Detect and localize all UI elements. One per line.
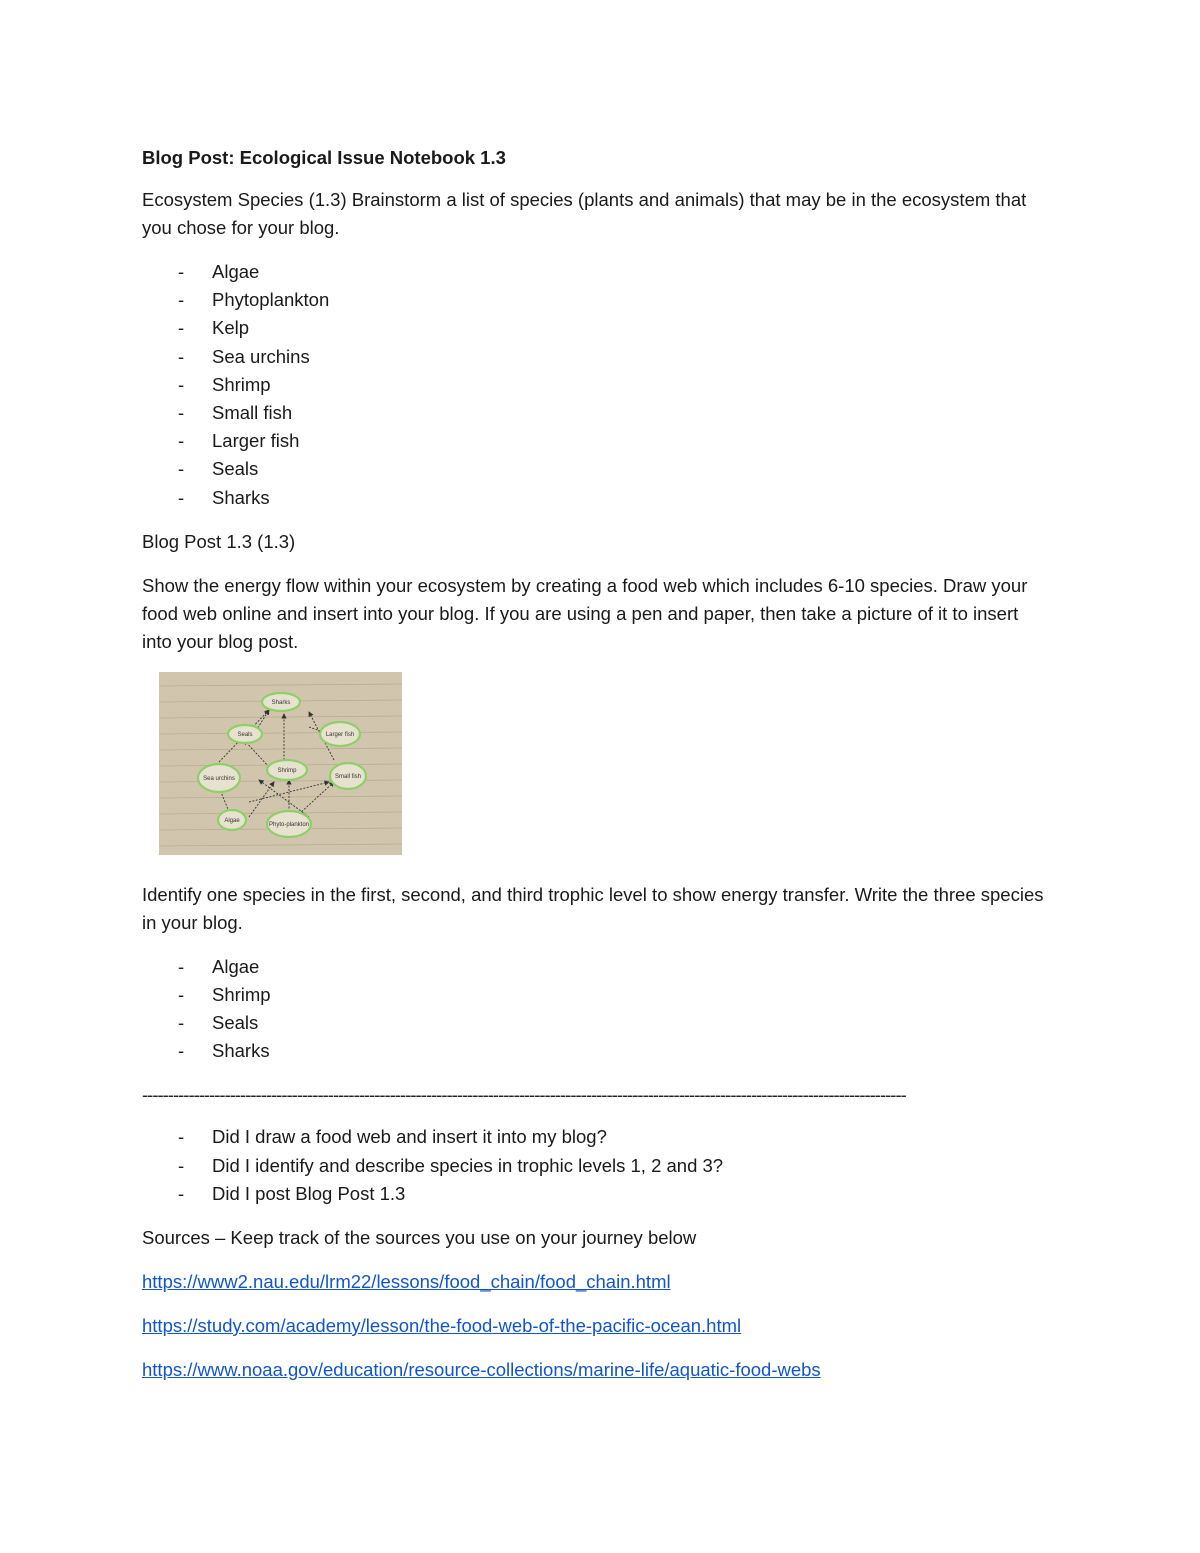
- document-page: [142, 140, 1052, 1400]
- food-web-node-label: Seals: [237, 731, 253, 738]
- list-item: - Kelp: [178, 317, 250, 339]
- source-link[interactable]: https://www.noaa.gov/education/resource-collections/marine-life/aquatic-food-webs: [142, 1359, 821, 1380]
- list-item: - Algae: [178, 261, 260, 282]
- food-web-photo: [159, 672, 402, 855]
- divider-line: ----------------------------------------------------------------------------------------------------------------------------------------------------: [142, 1084, 906, 1106]
- source-item: [142, 1356, 1052, 1384]
- source-item: [142, 1268, 1052, 1296]
- source-item: [142, 1312, 1052, 1340]
- food-web-instructions: Show the energy flow within your ecosystem by creating a food web which includes 6-10 species. Draw your food web online and insert into your blog. If you are using a pen and paper, then take a picture of it to insert into your blog post.: [142, 574, 1028, 652]
- source-link[interactable]: https://www2.nau.edu/lrm22/lessons/food_chain/food_chain.html: [142, 1271, 671, 1292]
- food-web-node-label: Larger fish: [325, 731, 355, 738]
- food-web-node-label: Sea urchins: [203, 775, 235, 782]
- species-list: [142, 258, 1052, 512]
- list-item: - Shrimp: [178, 983, 271, 1005]
- checklist: [142, 1123, 1052, 1208]
- list-item: - Sharks: [178, 486, 270, 508]
- list-item: - Did I draw a food web and insert it into my blog?: [178, 1126, 607, 1148]
- list-item: - Seals: [178, 1012, 259, 1034]
- list-item: - Phytoplankton: [178, 289, 330, 311]
- food-web-node-label: Shrimp: [277, 767, 297, 774]
- food-web-node-label: Algae: [224, 817, 240, 824]
- food-web-node-label: Phyto-plankton: [268, 821, 310, 828]
- trophic-list: [142, 953, 1052, 1066]
- list-item: - Sea urchins: [178, 345, 310, 367]
- list-item: - Seals: [178, 458, 259, 480]
- trophic-instructions: Identify one species in the first, second, and third trophic level to show energy transfer. Write the three species in your blog.: [142, 883, 1044, 933]
- list-item: - Shrimp: [178, 373, 271, 395]
- source-link[interactable]: https://study.com/academy/lesson/the-food-web-of-the-pacific-ocean.html: [142, 1315, 742, 1336]
- list-item: - Did I post Blog Post 1.3: [178, 1182, 406, 1204]
- section-heading: Blog Post 1.3 (1.3): [142, 530, 296, 552]
- list-item: - Small fish: [178, 401, 293, 423]
- food-web-node-label: Small fish: [334, 773, 362, 780]
- document-title: Blog Post: Ecological Issue Notebook 1.3: [142, 147, 506, 168]
- list-item: - Algae: [178, 955, 260, 977]
- list-item: - Did I identify and describe species in trophic levels 1, 2 and 3?: [178, 1154, 724, 1176]
- list-item: - Larger fish: [178, 430, 300, 452]
- list-item: - Sharks: [178, 1040, 270, 1062]
- sources-heading: Sources – Keep track of the sources you use on your journey below: [142, 1227, 697, 1248]
- intro-paragraph: Ecosystem Species (1.3) Brainstorm a list of species (plants and animals) that may be in the ecosystem that you chose for your blog.: [142, 189, 1027, 238]
- food-web-node-label: Sharks: [271, 699, 291, 706]
